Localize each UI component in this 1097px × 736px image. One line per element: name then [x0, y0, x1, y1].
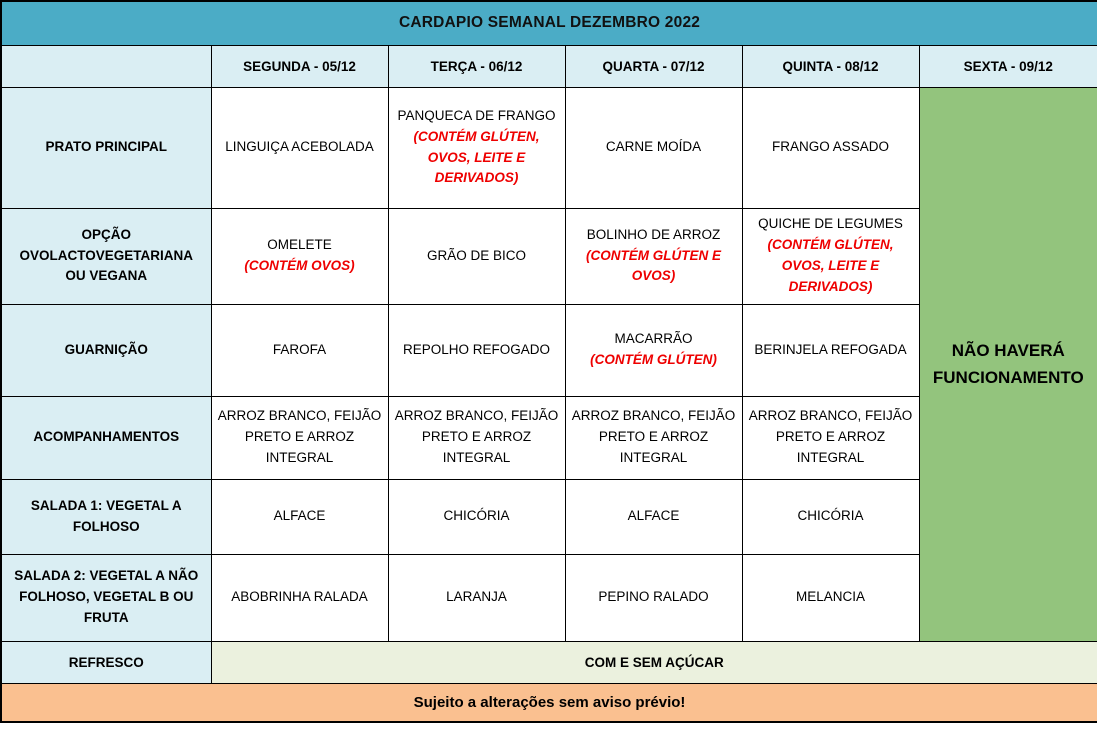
dish-name: ALFACE — [273, 508, 326, 524]
row-label: SALADA 2: VEGETAL A NÃO FOLHOSO, VEGETAL B OU FRUTA — [1, 554, 211, 641]
day-header-quarta: QUARTA - 07/12 — [565, 45, 742, 87]
friday-closed-notice: NÃO HAVERÁ FUNCIONAMENTO — [919, 87, 1097, 641]
row-label: ACOMPANHAMENTOS — [1, 396, 211, 479]
dish-name: BOLINHO DE ARROZ — [586, 226, 721, 242]
dish-name: MACARRÃO — [614, 331, 693, 347]
day-header-sexta: SEXTA - 09/12 — [919, 45, 1097, 87]
menu-cell — [742, 396, 919, 479]
dish-name: FAROFA — [272, 341, 327, 357]
table-row-prato-principal — [1, 87, 1097, 208]
dish-name: PEPINO RALADO — [598, 589, 709, 605]
menu-cell — [565, 396, 742, 479]
menu-cell — [211, 208, 388, 304]
dish-name: BERINJELA REFOGADA — [754, 341, 907, 357]
menu-cell — [388, 304, 565, 396]
dish-name: QUICHE DE LEGUMES — [758, 216, 903, 232]
allergen-note: (CONTÉM OVOS) — [244, 258, 355, 273]
dish-name: ARROZ BRANCO, FEIJÃO PRETO E ARROZ INTEGRAL — [217, 408, 382, 465]
row-label: REFRESCO — [1, 641, 211, 683]
dish-name: ARROZ BRANCO, FEIJÃO PRETO E ARROZ INTEGRAL — [394, 408, 559, 465]
page-title: CARDAPIO SEMANAL DEZEMBRO 2022 — [1, 1, 1097, 45]
menu-cell — [742, 208, 919, 304]
row-label: SALADA 1: VEGETAL A FOLHOSO — [1, 479, 211, 554]
table-row-refresco — [1, 641, 1097, 683]
menu-cell — [388, 396, 565, 479]
menu-cell — [388, 554, 565, 641]
menu-cell — [565, 479, 742, 554]
dish-name: ALFACE — [627, 508, 680, 524]
menu-cell — [565, 554, 742, 641]
menu-cell — [388, 208, 565, 304]
dish-name: ABOBRINHA RALADA — [231, 589, 368, 605]
dish-name: MELANCIA — [795, 589, 866, 605]
menu-cell — [211, 554, 388, 641]
dish-name: LARANJA — [446, 589, 507, 605]
allergen-note: (CONTÉM GLÚTEN E OVOS) — [586, 247, 721, 284]
menu-cell — [388, 479, 565, 554]
refresco-value: COM E SEM AÇÚCAR — [211, 641, 1097, 683]
corner-cell — [1, 45, 211, 87]
dish-name: PANQUECA DE FRANGO — [397, 107, 556, 123]
menu-cell — [565, 304, 742, 396]
dish-name: REPOLHO REFOGADO — [402, 341, 551, 357]
day-header-terca: TERÇA - 06/12 — [388, 45, 565, 87]
menu-cell — [211, 304, 388, 396]
menu-cell — [211, 87, 388, 208]
menu-cell — [565, 87, 742, 208]
dish-name: ARROZ BRANCO, FEIJÃO PRETO E ARROZ INTEGRAL — [748, 408, 913, 465]
dish-name: GRÃO DE BICO — [426, 247, 526, 263]
allergen-note: (CONTÉM GLÚTEN, OVOS, LEITE E DERIVADOS) — [413, 128, 540, 186]
menu-cell — [388, 87, 565, 208]
footer-row — [1, 683, 1097, 722]
title-row — [1, 1, 1097, 45]
day-header-quinta: QUINTA - 08/12 — [742, 45, 919, 87]
allergen-note: (CONTÉM GLÚTEN, OVOS, LEITE E DERIVADOS) — [767, 237, 894, 294]
menu-cell — [565, 208, 742, 304]
menu-cell — [742, 304, 919, 396]
day-header-row — [1, 45, 1097, 87]
day-header-segunda: SEGUNDA - 05/12 — [211, 45, 388, 87]
dish-name: CHICÓRIA — [797, 508, 864, 524]
dish-name: ARROZ BRANCO, FEIJÃO PRETO E ARROZ INTEGRAL — [571, 408, 736, 465]
dish-name: LINGUIÇA ACEBOLADA — [225, 139, 374, 155]
dish-name: OMELETE — [267, 237, 332, 253]
dish-name: CARNE MOÍDA — [605, 139, 702, 155]
row-label: PRATO PRINCIPAL — [1, 87, 211, 208]
menu-cell — [211, 396, 388, 479]
menu-cell — [742, 479, 919, 554]
row-label: GUARNIÇÃO — [1, 304, 211, 396]
menu-cell — [742, 554, 919, 641]
dish-name: FRANGO ASSADO — [771, 139, 890, 155]
menu-cell — [211, 479, 388, 554]
allergen-note: (CONTÉM GLÚTEN) — [590, 352, 717, 367]
disclaimer-note: Sujeito a alterações sem aviso prévio! — [1, 683, 1097, 722]
dish-name: CHICÓRIA — [443, 508, 510, 524]
menu-cell — [742, 87, 919, 208]
row-label: OPÇÃO OVOLACTOVEGETARIANA OU VEGANA — [1, 208, 211, 304]
